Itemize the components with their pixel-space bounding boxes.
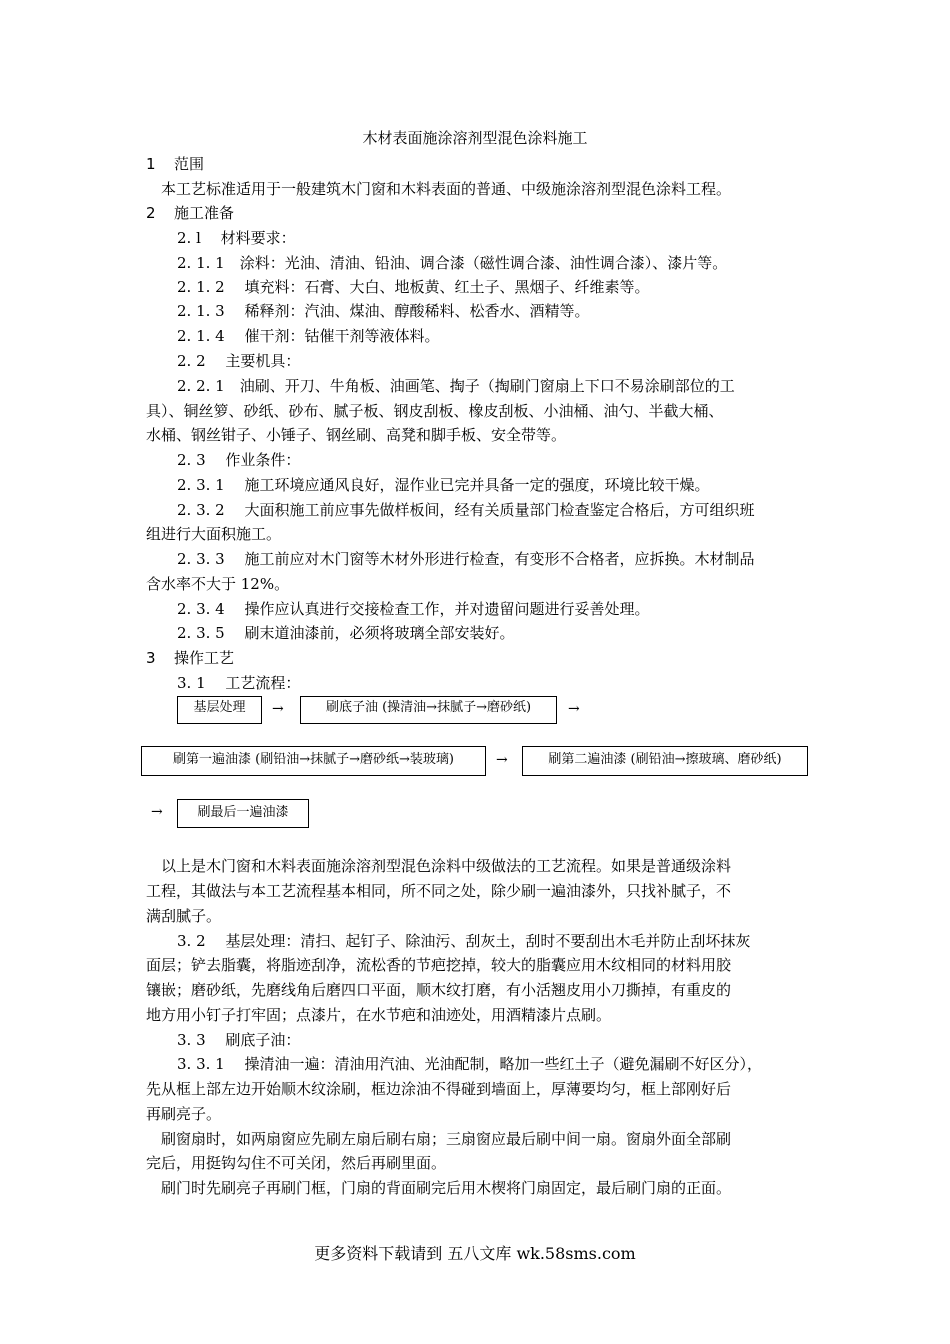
line-2-2: 2. 2 主要机具：	[177, 352, 301, 370]
line-2-3-1: 2. 3. 1 施工环境应通风良好，湿作业已完并具备一定的强度，环境比较干燥。	[177, 476, 710, 494]
line-2-2-1-a: 2. 2. 1 油刷、开刀、牛角板、油画笔、掏子（掏刷门窗扇上下口不易涂刷部位的工	[177, 377, 735, 395]
flow-arrow-4: →	[151, 804, 163, 820]
line-3-2-d: 地方用小钉子打牢固；点漆片，在水节疤和油迹处，用酒精漆片点刷。	[146, 1006, 612, 1024]
flow-note-a: 以上是木门窗和木料表面施涂溶剂型混色涂料中级做法的工艺流程。如果是普通级涂料	[161, 857, 732, 875]
line-2-3-2-a: 2. 3. 2 大面积施工前应事先做样板间，经有关质量部门检查鉴定合格后，方可组织班	[177, 501, 755, 519]
window-paragraph-a: 刷窗扇时，如两扇窗应先刷左扇后刷右扇；三扇窗应最后刷中间一扇。窗扇外面全部刷	[161, 1130, 732, 1148]
line-2-3-3-a: 2. 3. 3 施工前应对木门窗等木材外形进行检查，有变形不合格者，应拆换。木材制品	[177, 550, 755, 568]
line-3-3-1-a: 3. 3. 1 操清油一遍：清油用汽油、光油配制，略加一些红土子（避免漏刷不好区分），	[177, 1055, 762, 1073]
line-2-1-4: 2. 1. 4 催干剂：钴催干剂等液体料。	[177, 327, 440, 345]
line-2-3-4: 2. 3. 4 操作应认真进行交接检查工作，并对遗留问题进行妥善处理。	[177, 600, 650, 618]
flow-step-final-coat: 刷最后一遍油漆	[177, 799, 309, 828]
flow-step-first-coat: 刷第一遍油漆 (刷铅油→抹腻子→磨砂纸→装玻璃)	[141, 746, 486, 776]
line-2-1: 2. l 材料要求：	[177, 229, 296, 247]
flow-step-second-coat: 刷第二遍油漆 (刷铅油→擦玻璃、磨砂纸)	[522, 746, 808, 776]
line-2-2-1-b: 具）、铜丝箩、砂纸、砂布、腻子板、钢皮刮板、橡皮刮板、小油桶、油勺、半截大桶、	[146, 402, 724, 420]
line-3-3: 3. 3 刷底子油：	[177, 1031, 301, 1049]
section-1-number: 1	[146, 155, 156, 173]
line-3-2-a: 3. 2 基层处理：清扫、起钉子、除油污、刮灰土，刮时不要刮出木毛并防止刮坏抹灰	[177, 932, 751, 950]
line-2-3-3-b: 含水率不大于 12%。	[146, 575, 290, 593]
section-3-title: 操作工艺	[174, 649, 235, 667]
section-2-number: 2	[146, 204, 156, 222]
line-2-3-5: 2. 3. 5 刷末道油漆前，必须将玻璃全部安装好。	[177, 624, 515, 642]
section-3-number: 3	[146, 649, 156, 667]
section-2-title: 施工准备	[174, 204, 235, 222]
line-2-3-2-b: 组进行大面积施工。	[146, 525, 282, 543]
line-3-3-1-b: 先从框上部左边开始顺木纹涂刷，框边涂油不得碰到墙面上，厚薄要均匀，框上部刚好后	[146, 1080, 732, 1098]
scope-paragraph: 本工艺标准适用于一般建筑木门窗和木料表面的普通、中级施涂溶剂型混色涂料工程。	[161, 180, 732, 198]
section-1-title: 范围	[174, 155, 205, 173]
flow-note-c: 满刮腻子。	[146, 907, 222, 925]
footer-download-note: 更多资料下载请到 五八文库 wk.58sms.com	[314, 1244, 636, 1263]
line-2-2-1-c: 水桶、钢丝钳子、小锤子、钢丝刷、高凳和脚手板、安全带等。	[146, 426, 567, 444]
line-2-3: 2. 3 作业条件：	[177, 451, 301, 469]
line-3-2-b: 面层；铲去脂囊，将脂迹刮净，流松香的节疤挖掉，较大的脂囊应用木纹相同的材料用胶	[146, 956, 732, 974]
section-1-heading	[146, 154, 204, 174]
door-paragraph: 刷门时先刷亮子再刷门框，门扇的背面刷完后用木楔将门扇固定，最后刷门扇的正面。	[161, 1179, 732, 1197]
line-3-2-c: 镶嵌；磨砂纸，先磨线角后磨四口平面，顺木纹打磨，有小活翘皮用小刀撕掉，有重皮的	[146, 981, 732, 999]
line-3-3-1-c: 再刷亮子。	[146, 1105, 222, 1123]
section-2-heading	[146, 203, 234, 223]
flow-arrow-1: →	[272, 701, 284, 717]
line-2-1-2: 2. 1. 2 填充料：石膏、大白、地板黄、红土子、黑烟子、纤维素等。	[177, 278, 650, 296]
flow-arrow-2: →	[568, 701, 580, 717]
flow-arrow-3: →	[496, 752, 508, 768]
flow-note-b: 工程，其做法与本工艺流程基本相同，所不同之处，除少刷一遍油漆外，只找补腻子，不	[146, 882, 732, 900]
flow-step-primer: 刷底子油 (操清油→抹腻子→磨砂纸)	[300, 696, 557, 724]
flow-step-base-treatment: 基层处理	[177, 696, 262, 724]
page-title: 木材表面施涂溶剂型混色涂料施工	[362, 129, 588, 147]
line-2-1-3: 2. 1. 3 稀释剂：汽油、煤油、醇酸稀料、松香水、酒精等。	[177, 302, 590, 320]
section-3-heading	[146, 648, 234, 668]
line-2-1-1: 2. 1. 1 涂料：光油、清油、铅油、调合漆（磁性调合漆、油性调合漆）、漆片等。	[177, 254, 728, 272]
window-paragraph-b: 完后，用挺钩勾住不可关闭，然后再刷里面。	[146, 1154, 447, 1172]
line-3-1: 3. 1 工艺流程：	[177, 674, 301, 692]
